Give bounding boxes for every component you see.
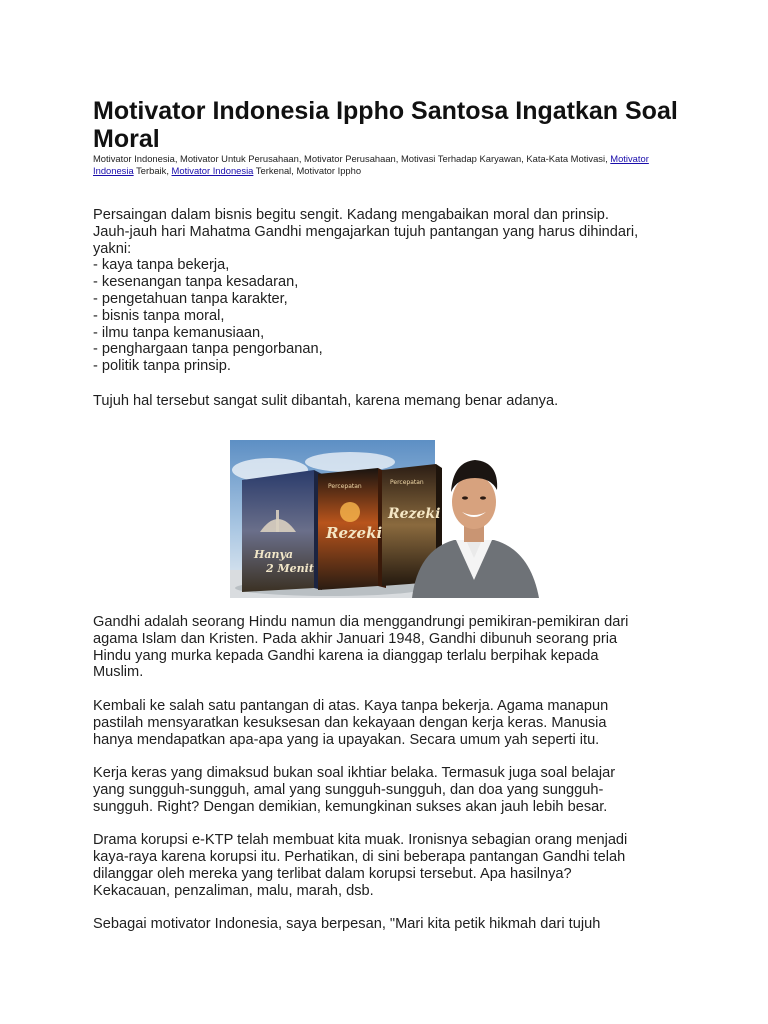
book3-top: Percepatan	[390, 479, 424, 486]
paragraph-line: dilanggar oleh mereka yang terlibat dalam korupsi tersebut. Apa hasilnya?	[93, 865, 572, 882]
tag-link-motivator-indonesia-2[interactable]: Motivator Indonesia	[171, 165, 254, 176]
tags-text-2: Terbaik,	[133, 165, 172, 176]
paragraph-line: Kembali ke salah satu pantangan di atas. Kaya tanpa bekerja. Agama manapun	[93, 697, 609, 714]
list-item: - bisnis tanpa moral,	[93, 307, 225, 324]
paragraph-line: Drama korupsi e-KTP telah membuat kita muak. Ironisnya sebagian orang menjadi	[93, 832, 628, 849]
list-item: - kaya tanpa bekerja,	[93, 257, 230, 274]
paragraph-line: hanya mendapatkan apa-apa yang ia upayakan. Secara umum yah seperti itu.	[93, 731, 600, 748]
book2-top: Percepatan	[328, 483, 362, 490]
paragraph	[93, 832, 683, 899]
paragraph-line: Kekacauan, penzaliman, malu, marah, dsb.	[93, 882, 374, 899]
tags-text-3: Terkenal, Motivator Ippho	[253, 165, 362, 176]
paragraph	[93, 916, 683, 933]
paragraph	[93, 614, 683, 681]
intro-line: yakni:	[93, 240, 132, 257]
paragraph-line: agama Islam dan Kristen. Pada akhir Januari 1948, Gandhi dibunuh seorang pria	[93, 630, 618, 647]
closing-line: Tujuh hal tersebut sangat sulit dibantah, karena memang benar adanya.	[93, 393, 559, 409]
article-body	[93, 614, 683, 950]
paragraph-line: Gandhi adalah seorang Hindu namun dia menggandrungi pemikiran-pemikiran dari	[93, 614, 629, 630]
paragraph-line: Kerja keras yang dimaksud bukan soal ikhtiar belaka. Termasuk juga soal belajar	[93, 765, 616, 782]
article-title: Motivator Indonesia Ippho Santosa Ingatkan Soal Moral	[93, 97, 678, 153]
intro-block	[93, 207, 683, 375]
book1-title: Hanya	[254, 548, 294, 561]
book3-title: Rezeki	[388, 506, 441, 522]
tag-link-motivator-indonesia-1[interactable]: Motivator Indonesia	[93, 153, 649, 176]
paragraph-line: Muslim.	[93, 664, 144, 681]
tags-text-1: Motivator Indonesia, Motivator Untuk Perusahaan, Motivator Perusahaan, Motivasi Terhadap Karyawan, Kata-Kata Motivasi,	[93, 153, 611, 164]
book1-subtitle: 2 Menit	[266, 562, 314, 575]
article	[93, 97, 683, 933]
paragraph	[93, 765, 683, 815]
paragraph	[93, 698, 683, 748]
list-item: - kesenangan tanpa kesadaran,	[93, 274, 299, 291]
paragraph-line: Sebagai motivator Indonesia, saya berpesan, "Mari kita petik hikmah dari tujuh	[93, 916, 601, 933]
list-item: - pengetahuan tanpa karakter,	[93, 290, 288, 307]
book2-title: Rezeki	[326, 524, 383, 542]
article-tags	[93, 153, 683, 177]
books-and-author-illustration	[230, 440, 539, 598]
paragraph-line: Hindu yang murka kepada Gandhi karena ia dianggap terlalu berpihak kepada	[93, 647, 599, 664]
list-item: - ilmu tanpa kemanusiaan,	[93, 324, 265, 341]
paragraph-line: kaya-raya karena korupsi itu. Perhatikan, di sini beberapa pantangan Gandhi telah	[93, 849, 626, 866]
paragraph-line: pastilah mensyaratkan kesuksesan dan kekayaan dengan kerja keras. Manusia	[93, 714, 607, 731]
article-image	[230, 440, 539, 598]
intro-line: Jauh-jauh hari Mahatma Gandhi mengajarkan tujuh pantangan yang harus dihindari,	[93, 223, 639, 240]
paragraph-line: yang sungguh-sungguh, amal yang sungguh-sungguh, dan doa yang sungguh-	[93, 781, 604, 798]
list-item: - politik tanpa prinsip.	[93, 358, 231, 375]
paragraph-line: sungguh. Right? Dengan demikian, kemungkinan sukses akan jauh lebih besar.	[93, 798, 608, 815]
list-item: - penghargaan tanpa pengorbanan,	[93, 341, 323, 358]
intro-line: Persaingan dalam bisnis begitu sengit. Kadang mengabaikan moral dan prinsip.	[93, 207, 609, 223]
